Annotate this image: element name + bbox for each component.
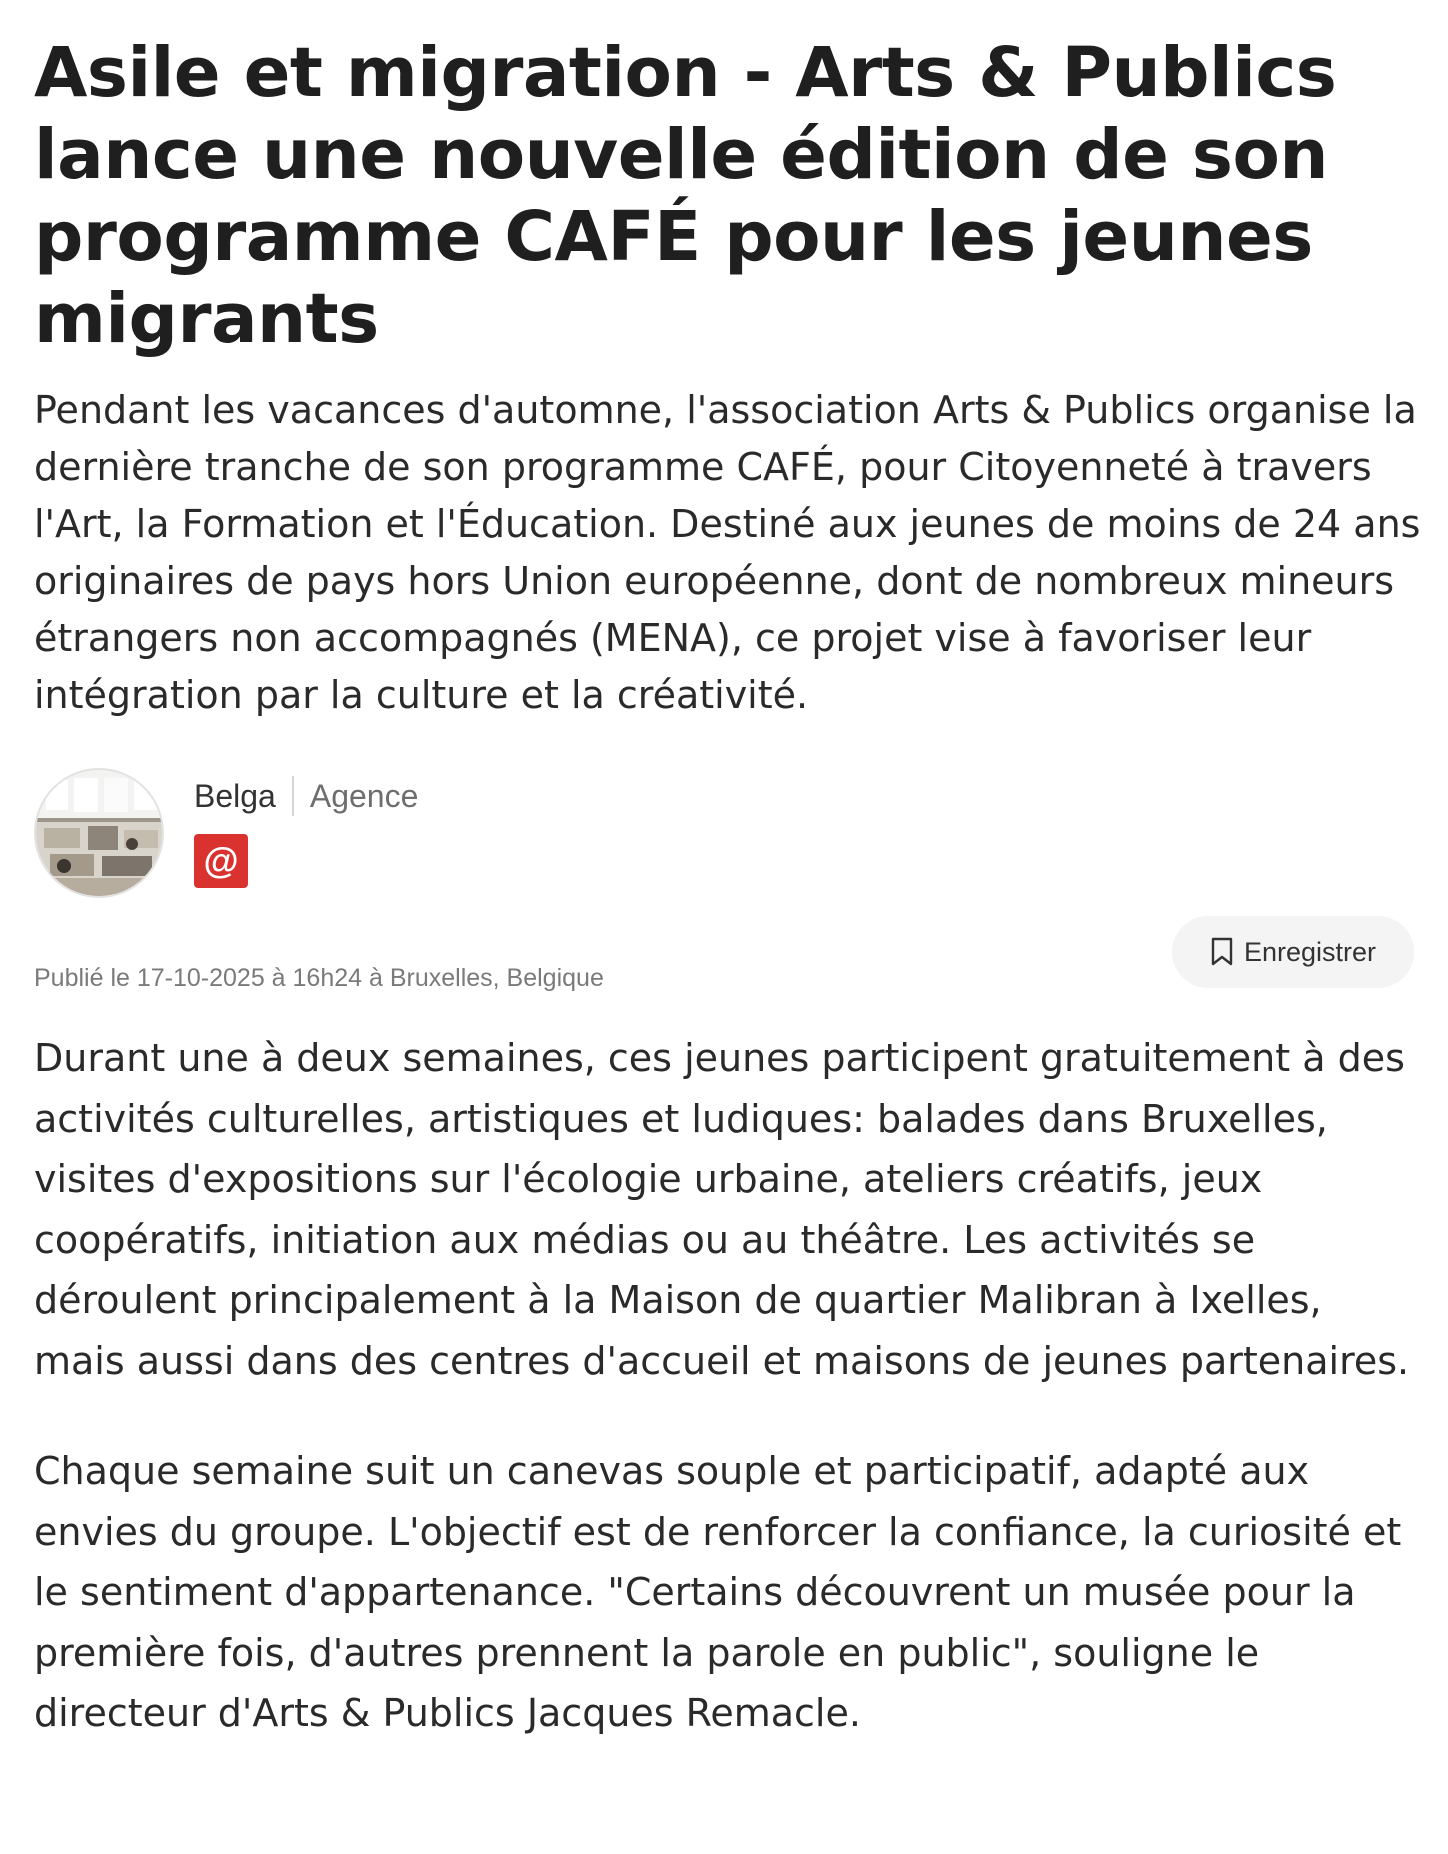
author-avatar[interactable] — [34, 768, 164, 898]
email-author-button[interactable] — [194, 834, 248, 888]
publication-date: Publié le 17-10-2025 à 16h24 à Bruxelles, Belgique — [34, 964, 604, 992]
meta-row — [34, 916, 1414, 1008]
save-article-button[interactable] — [1172, 916, 1414, 988]
article-headline: Asile et migration - Arts & Publics lance une nouvelle édition de son programme CAFÉ pour les jeunes migrants — [34, 33, 1337, 359]
article-body — [34, 1028, 1424, 1744]
author-name[interactable]: Belga — [194, 778, 276, 814]
at-icon: @ — [203, 840, 239, 881]
author-role: Agence — [309, 778, 419, 814]
bookmark-icon — [1210, 937, 1234, 967]
author-line — [194, 774, 418, 818]
author-block — [34, 768, 1414, 898]
author-separator — [292, 776, 294, 816]
article-lead: Pendant les vacances d'automne, l'association Arts & Publics organise la dernière tranche de son programme CAFÉ, pour Citoyenneté à travers l'Art, la Formation et l'Éducation. Destiné aux jeunes de moins de 24 ans originaires de pays hors Union européenne, dont de nombreux mineurs étrangers non accompagnés (MENA), ce projet vise à favoriser leur intégration par la culture et la créativité. — [34, 388, 1421, 717]
save-label: Enregistrer — [1243, 936, 1377, 967]
body-paragraph: Chaque semaine suit un canevas souple et participatif, adapté aux envies du groupe. L'objectif est de renforcer la confiance, la curiosité et le sentiment d'appartenance. "Certains découvrent un musée pour la première fois, d'autres prennent la parole en public", souligne le directeur d'Arts & Publics Jacques Remacle. — [34, 1449, 1402, 1735]
author-info — [194, 768, 418, 888]
newsroom-photo-icon — [36, 770, 164, 898]
body-paragraph: Durant une à deux semaines, ces jeunes participent gratuitement à des activités culturelles, artistiques et ludiques: balades dans Bruxelles, visites d'expositions sur l'écologie urbaine, ateliers créatifs, jeux coopératifs, initiation aux médias ou au théâtre. Les activités se déroulent principalement à la Maison de quartier Malibran à Ixelles, mais aussi dans des centres d'accueil et maisons de jeunes partenaires. — [34, 1036, 1410, 1383]
